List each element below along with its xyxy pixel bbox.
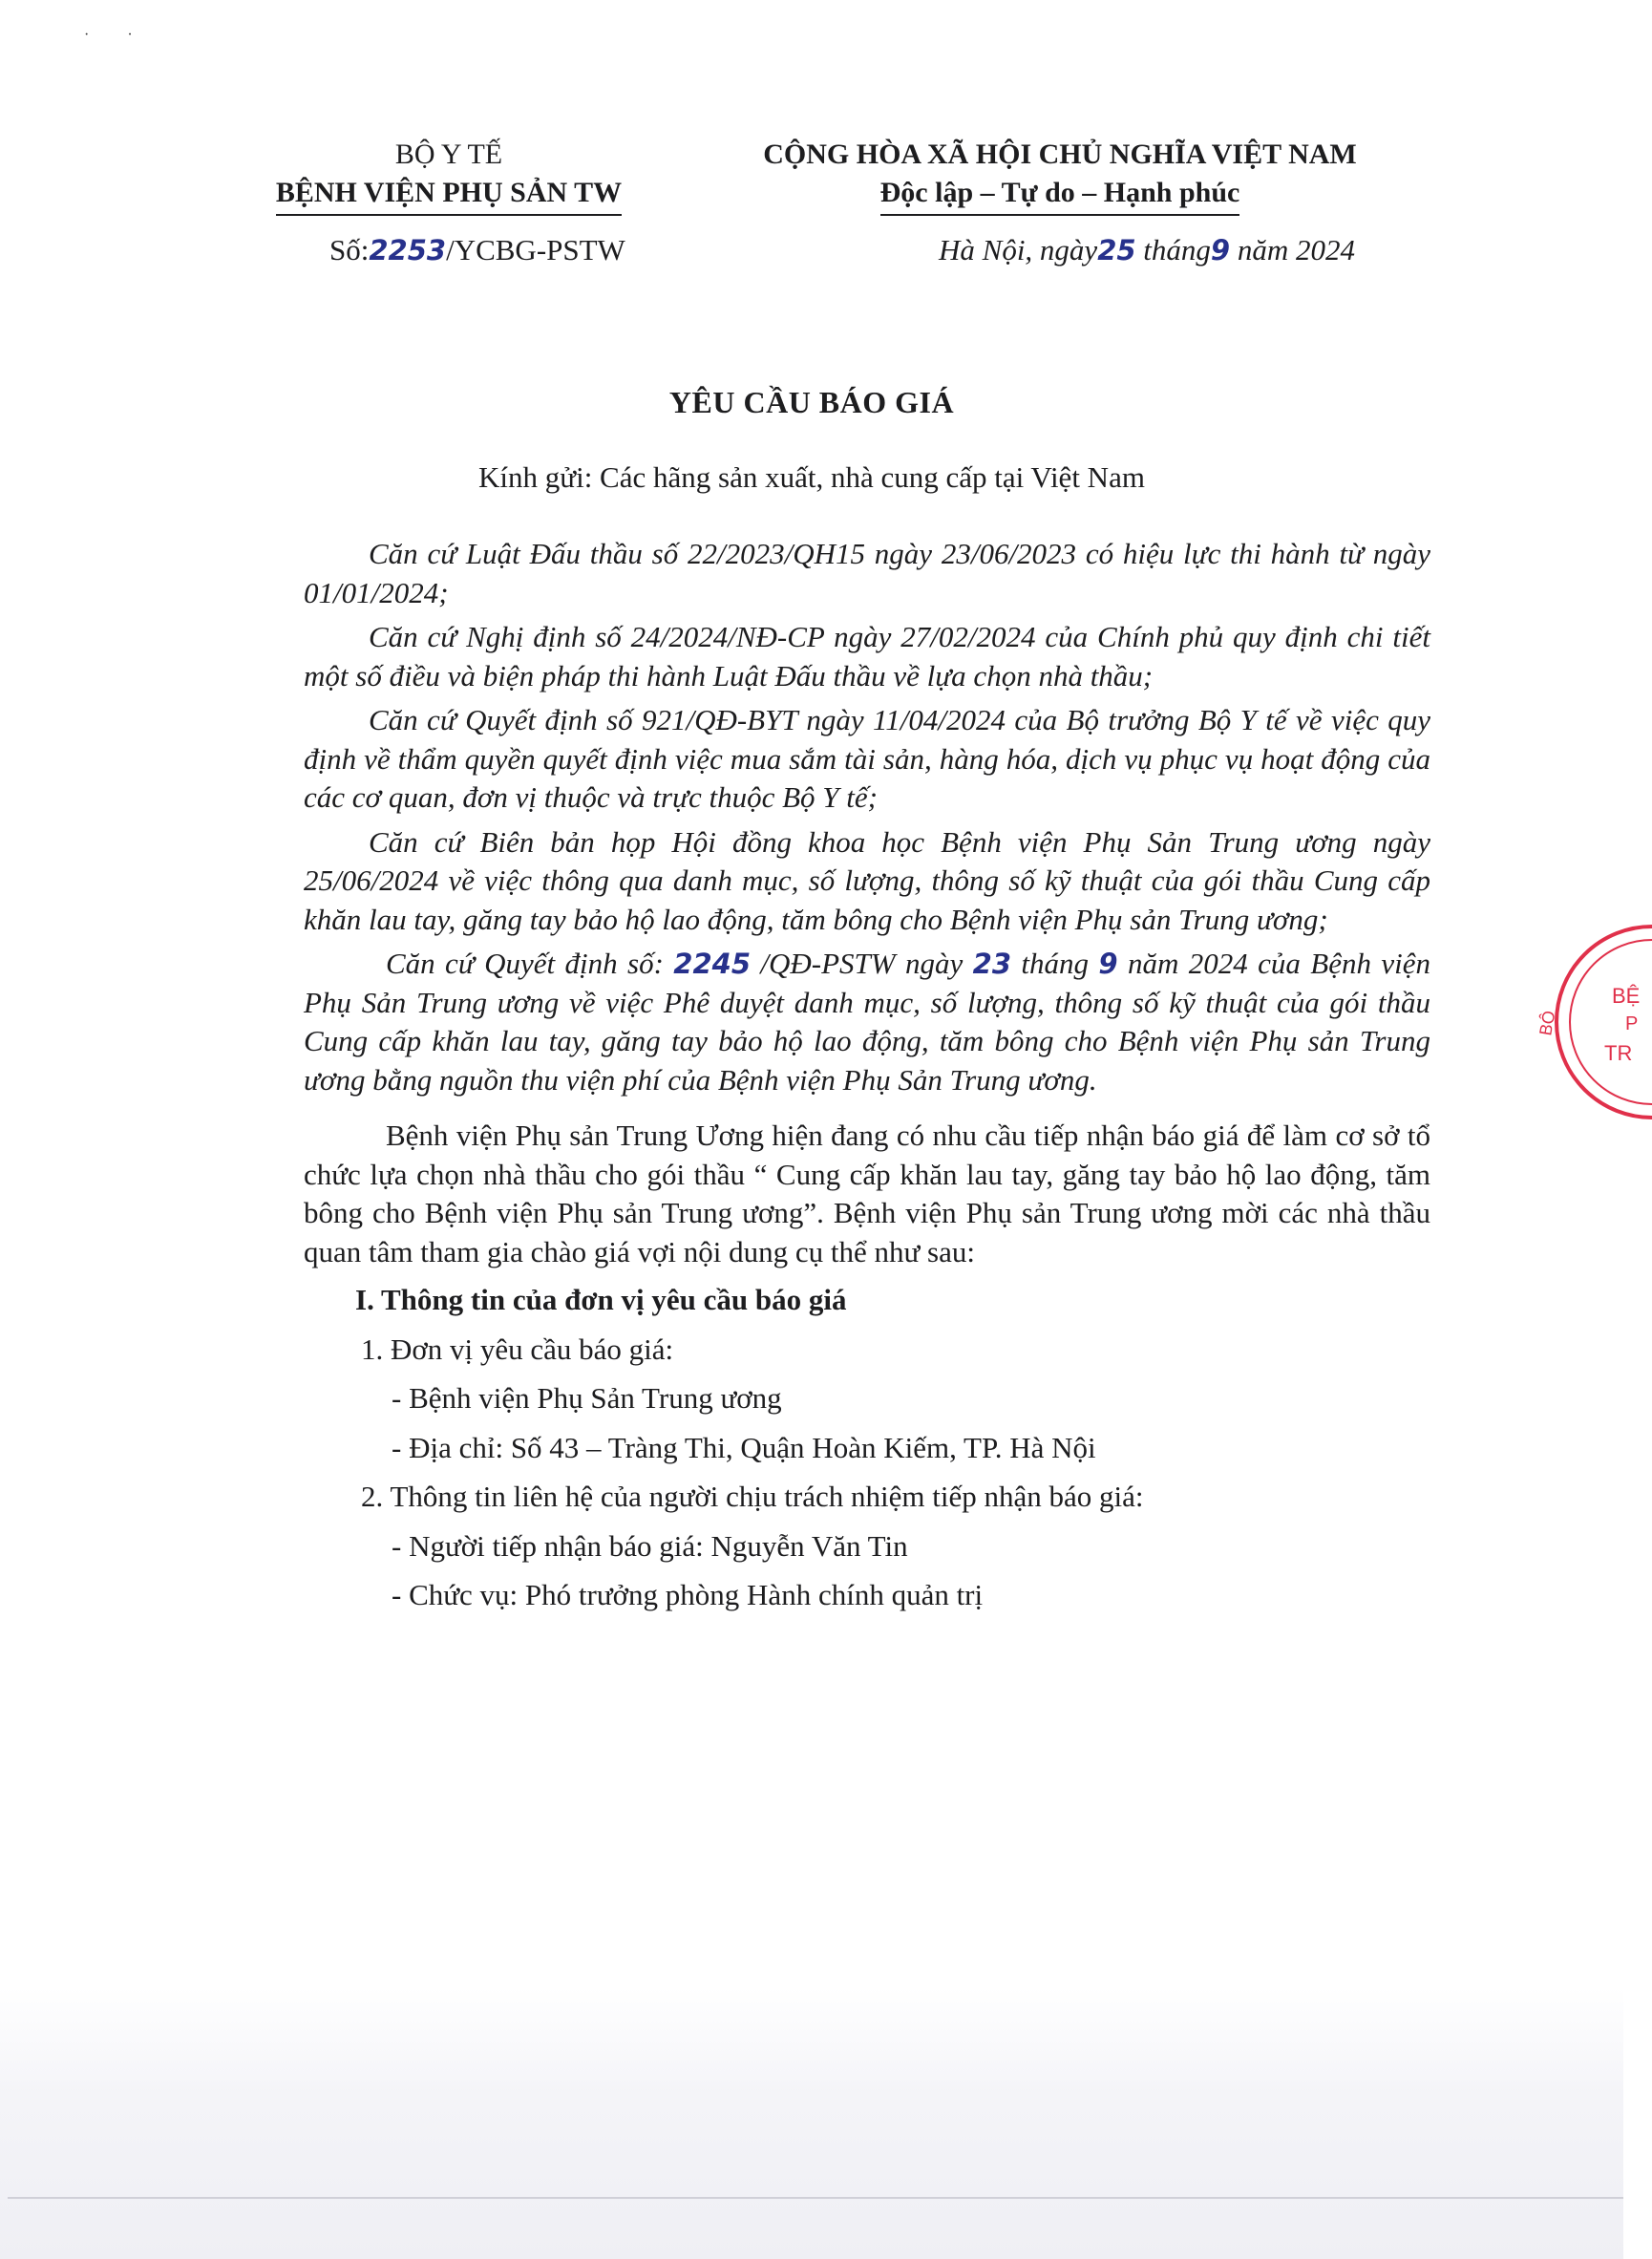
date-line [939,233,1355,267]
reference-handwritten-number: 2253 [369,234,447,266]
decision-rest: năm 2024 của Bệnh viện Phụ Sản Trung ương về việc Phê duyệt danh mục, số lượng, thông số kỹ thuật của gói thầu Cung cấp khăn lau tay, găng tay bảo hộ lao động, tăm bông cho Bệnh viện Phụ sản Trung ương bằng nguồn thu viện phí của Bệnh viện Phụ Sản Trung ương. [304,947,1431,1097]
reference-suffix: /YCBG-PSTW [446,233,625,266]
section-1-item-1: 1. Đơn vị yêu cầu báo giá: [361,1332,674,1366]
national-header [726,136,1394,216]
quotation-receiver: - Người tiếp nhận báo giá: Nguyễn Văn Tin [392,1528,908,1563]
stamp-text-3: P [1625,1013,1639,1034]
hospital-name: BỆNH VIỆN PHỤ SẢN TW [276,174,622,216]
legal-basis-decree: Căn cứ Nghị định số 24/2024/NĐ-CP ngày 27/02/2024 của Chính phủ quy định chi tiết một số điều và biện pháp thi hành Luật Đấu thầu về lựa chọn nhà thầu; [304,620,1430,693]
stamp-seal-icon [1509,917,1652,1127]
scan-shadow [0,1987,1623,2259]
date-month-label: tháng [1143,233,1211,266]
date-year: năm 2024 [1237,233,1355,266]
requesting-unit-name: - Bệnh viện Phụ Sản Trung ương [392,1381,782,1415]
date-day: 25 [1097,234,1136,266]
legal-basis-council-minutes: Căn cứ Biên bản họp Hội đồng khoa học Bệnh viện Phụ Sản Trung ương ngày 25/06/2024 về việc thông qua danh mục, số lượng, thông số kỹ thuật của gói thầu Cung cấp khăn lau tay, găng tay bảo hộ lao động, tăm bông cho Bệnh viện Phụ sản Trung ương; [304,824,1430,936]
decision-handwritten-number: 2245 [673,948,752,980]
date-prefix: Hà Nội, ngày [939,233,1098,266]
document-body [304,535,1430,1615]
legal-basis-hospital-decision [304,945,1430,1099]
scan-edge-line [8,2197,1623,2199]
requesting-unit-address: - Địa chỉ: Số 43 – Tràng Thi, Quận Hoàn Kiếm, TP. Hà Nội [392,1430,1096,1464]
decision-month-label: tháng [1021,947,1090,980]
receiver-position: - Chức vụ: Phó trưởng phòng Hành chính quản trị [392,1578,984,1611]
decision-prefix: Căn cứ Quyết định số: [386,947,664,980]
addressee: Kính gửi: Các hãng sản xuất, nhà cung cấp tại Việt Nam [478,460,1145,494]
ministry-name: BỘ Y TẾ [394,139,503,170]
decision-mid: /QĐ-PSTW ngày [760,947,964,980]
section-1-item-2: 2. Thông tin liên hệ của người chịu trách nhiệm tiếp nhận báo giá: [361,1480,1144,1513]
reference-prefix: Số: [329,233,370,266]
national-motto: Độc lập – Tự do – Hạnh phúc [880,174,1240,216]
legal-basis-law: Căn cứ Luật Đấu thầu số 22/2023/QH15 ngày 23/06/2023 có hiệu lực thi hành từ ngày 01/01/2024; [304,537,1430,609]
section-1-title: I. Thông tin của đơn vị yêu cầu báo giá [355,1283,847,1316]
decision-handwritten-month: 9 [1098,948,1118,980]
issuer-header [263,136,635,216]
reference-number [329,233,625,267]
stamp-text-1: BỘ [1536,1009,1559,1037]
stamp-text-4: TR [1604,1041,1633,1065]
document-title: YÊU CẦU BÁO GIÁ [668,385,955,419]
date-month: 9 [1210,234,1231,266]
intro-paragraph: Bệnh viện Phụ sản Trung Ương hiện đang có nhu cầu tiếp nhận báo giá để làm cơ sở tổ chức lựa chọn nhà thầu cho gói thầu “ Cung cấp khăn lau tay, găng tay bảo hộ lao động, tăm bông cho Bệnh viện Phụ sản Trung ương”. Bệnh viện Phụ sản Trung ương mời các nhà thầu quan tâm tham gia chào giá vợi nội dung cụ thể như sau: [304,1119,1430,1268]
legal-basis-moh-decision: Căn cứ Quyết định số 921/QĐ-BYT ngày 11/04/2024 của Bộ trưởng Bộ Y tế về việc quy định về thẩm quyền quyết định việc mua sắm tài sản, hàng hóa, dịch vụ phục vụ hoạt động của các cơ quan, đơn vị thuộc và trực thuộc Bộ Y tế; [304,703,1430,814]
decision-handwritten-day: 23 [972,948,1012,980]
country-name: CỘNG HÒA XÃ HỘI CHỦ NGHĨA VIỆT NAM [763,139,1357,170]
stamp-text-2: BỆ [1612,984,1641,1008]
scan-artifact: · · [84,27,150,43]
